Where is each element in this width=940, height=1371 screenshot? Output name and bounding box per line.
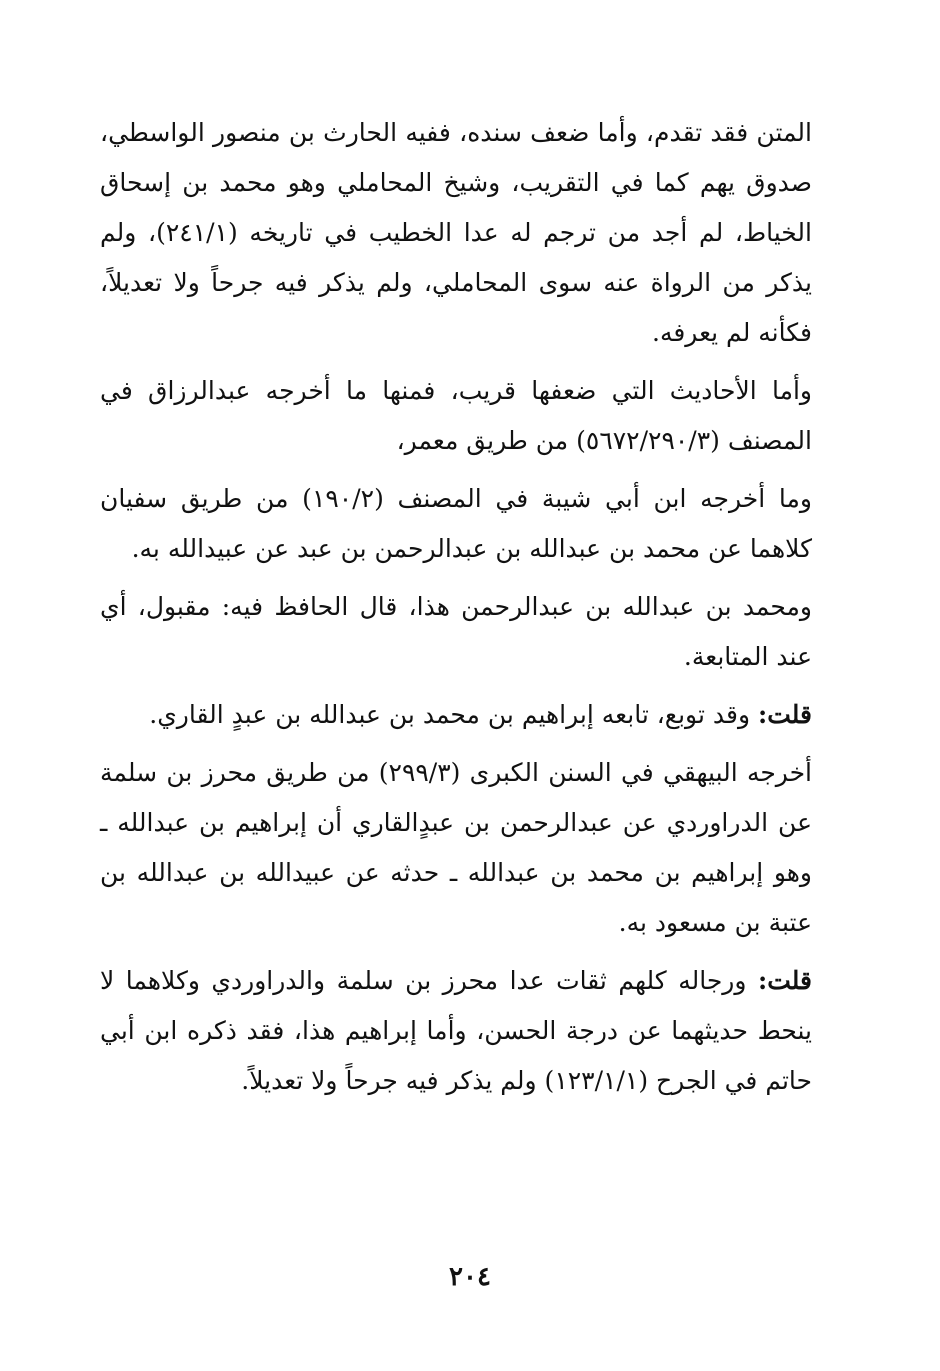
paragraph-text: وأما الأحاديث التي ضعفها قريب، فمنها ما أخرجه عبدالرزاق في المصنف (٥٦٧٢/٢٩٠/٣) من طريق معمر،: [100, 376, 812, 455]
paragraph-text: وما أخرجه ابن أبي شيبة في المصنف (١٩٠/٢) من طريق سفيان كلاهما عن محمد بن عبدالله بن عبدالرحمن بن عبد عن عبيدالله به.: [100, 484, 812, 563]
paragraph-6: [100, 748, 812, 948]
paragraph-text: ومحمد بن عبدالله بن عبدالرحمن هذا، قال الحافظ فيه: مقبول، أي عند المتابعة.: [100, 592, 812, 671]
paragraph-1: [100, 108, 812, 358]
page-number: ٢٠٤: [449, 1262, 491, 1292]
paragraph-5: [100, 690, 812, 740]
page-body: [100, 108, 812, 1106]
paragraph-text: أخرجه البيهقي في السنن الكبرى (٢٩٩/٣) من طريق محرز بن سلمة عن الدراوردي عن عبدالرحمن بن عبدٍالقاري أن إبراهيم بن عبدالله ـ وهو إبراهيم بن محمد بن عبدالله ـ حدثه عن عبيدالله بن عبدالله بن عتبة بن مسعود به.: [100, 758, 812, 937]
paragraph-text: المتن فقد تقدم، وأما ضعف سنده، ففيه الحارث بن منصور الواسطي، صدوق يهم كما في التقريب، وشيخ المحاملي وهو محمد بن إسحاق الخياط، لم أجد من ترجم له عدا الخطيب في تاريخه (٢٤١/١)، ولم يذكر من الرواة عنه سوى المحاملي، ولم يذكر فيه جرحاً ولا تعديلاً، فكأنه لم يعرفه.: [100, 118, 812, 347]
paragraph-3: [100, 474, 812, 574]
paragraph-4: [100, 582, 812, 682]
paragraph-7: [100, 956, 812, 1106]
paragraph-lead: قلت:: [757, 700, 812, 729]
paragraph-lead: قلت:: [757, 966, 812, 995]
paragraph-text: ورجاله كلهم ثقات عدا محرز بن سلمة والدراوردي وكلاهما لا ينحط حديثهما عن درجة الحسن، وأما إبراهيم هذا، فقد ذكره ابن أبي حاتم في الجرح (١٢٣/١/١) ولم يذكر فيه جرحاً ولا تعديلاً.: [100, 966, 812, 1095]
paragraph-text: وقد توبع، تابعه إبراهيم بن محمد بن عبدالله بن عبدٍ القاري.: [149, 700, 751, 729]
paragraph-2: [100, 366, 812, 466]
